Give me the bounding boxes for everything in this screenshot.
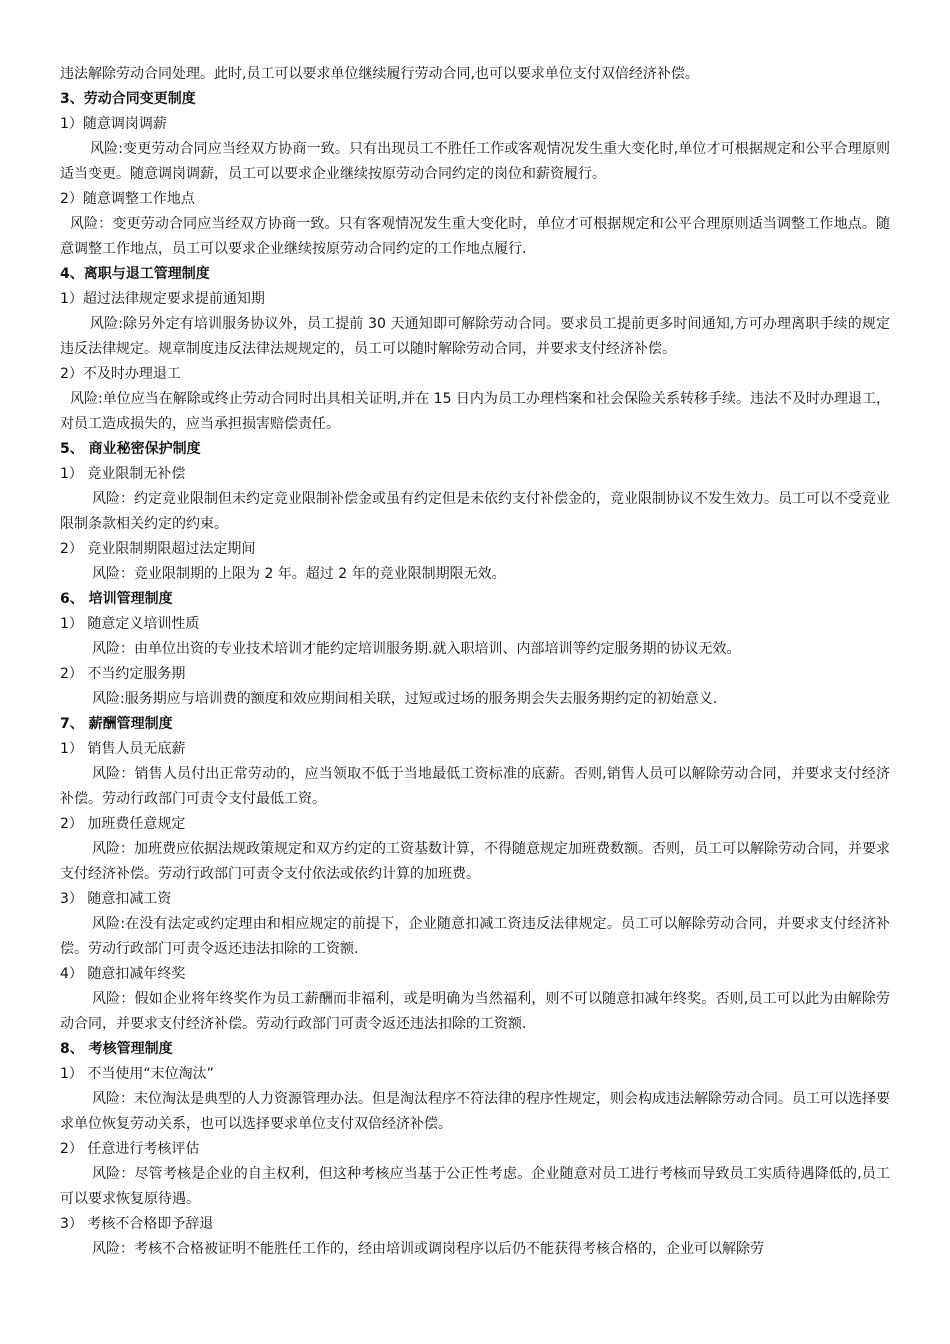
risk-paragraph: 风险:在没有法定或约定理由和相应规定的前提下，企业随意扣减工资违反法律规定。员工可以解除劳动合同，并要求支付经济补偿。劳动行政部门可责令返还违法扣除的工资额. xyxy=(60,916,890,957)
risk-paragraph: 风险:单位应当在解除或终止劳动合同时出具相关证明,并在 15 日内为员工办理档案和社会保险关系转移手续。违法不及时办理退工，对员工造成损失的，应当承担损害赔偿责任。 xyxy=(60,391,890,432)
section-heading: 7、 薪酬管理制度 xyxy=(60,716,173,732)
risk-paragraph: 风险：假如企业将年终奖作为员工薪酬而非福利，或是明确为当然福利，则不可以随意扣减年终奖。否则,员工可以此为由解除劳动合同，并要求支付经济补偿。劳动行政部门可责令返还违法扣除的工资额. xyxy=(60,991,890,1032)
list-item: 2） 不当约定服务期 xyxy=(60,666,186,682)
list-item: 2） 加班费任意规定 xyxy=(60,816,186,832)
list-item: 1） 竞业限制无补偿 xyxy=(60,466,186,482)
section-heading: 5、 商业秘密保护制度 xyxy=(60,441,201,457)
list-item: 3） 随意扣减工资 xyxy=(60,891,172,907)
section-heading: 4、离职与退工管理制度 xyxy=(60,266,210,282)
section-heading: 8、 考核管理制度 xyxy=(60,1041,173,1057)
document-body xyxy=(60,62,890,1262)
list-item: 2） 任意进行考核评估 xyxy=(60,1141,200,1157)
risk-paragraph: 风险：考核不合格被证明不能胜任工作的，经由培训或调岗程序以后仍不能获得考核合格的，企业可以解除劳 xyxy=(92,1241,764,1257)
risk-paragraph: 风险：末位淘汰是典型的人力资源管理办法。但是淘汰程序不符法律的程序性规定，则会构成违法解除劳动合同。员工可以选择要求单位恢复劳动关系，也可以选择要求单位支付双倍经济补偿。 xyxy=(60,1091,890,1132)
risk-paragraph: 风险:变更劳动合同应当经双方协商一致。只有出现员工不胜任工作或客观情况发生重大变化时,单位才可根据规定和公平合理原则适当变更。随意调岗调薪，员工可以要求企业继续按原劳动合同约定的岗位和薪资履行。 xyxy=(60,141,890,182)
section-heading: 3、劳动合同变更制度 xyxy=(60,91,196,107)
list-item: 1） 随意定义培训性质 xyxy=(60,616,200,632)
list-item: 3） 考核不合格即予辞退 xyxy=(60,1216,214,1232)
risk-paragraph: 风险:服务期应与培训费的额度和效应期间相关联，过短或过场的服务期会失去服务期约定的初始意义. xyxy=(92,691,718,707)
section-heading: 6、 培训管理制度 xyxy=(60,591,173,607)
risk-paragraph: 风险：尽管考核是企业的自主权利，但这种考核应当基于公正性考虑。企业随意对员工进行考核而导致员工实质待遇降低的,员工可以要求恢复原待遇。 xyxy=(60,1166,890,1207)
risk-paragraph: 风险：竞业限制期的上限为 2 年。超过 2 年的竞业限制期限无效。 xyxy=(92,566,506,582)
paragraph: 违法解除劳动合同处理。此时,员工可以要求单位继续履行劳动合同,也可以要求单位支付双倍经济补偿。 xyxy=(60,66,699,82)
list-item: 2）随意调整工作地点 xyxy=(60,191,195,207)
risk-paragraph: 风险:除另外定有培训服务协议外，员工提前 30 天通知即可解除劳动合同。要求员工提前更多时间通知,方可办理离职手续的规定违反法律规定。规章制度违反法律法规规定的，员工可以随时解除劳动合同，并要求支付经济补偿。 xyxy=(60,316,890,357)
risk-paragraph: 风险：变更劳动合同应当经双方协商一致。只有客观情况发生重大变化时，单位才可根据规定和公平合理原则适当调整工作地点。随意调整工作地点，员工可以要求企业继续按原劳动合同约定的工作地点履行. xyxy=(60,216,890,257)
list-item: 2） 竞业限制期限超过法定期间 xyxy=(60,541,256,557)
list-item: 1）随意调岗调薪 xyxy=(60,116,167,132)
risk-paragraph: 风险：约定竞业限制但未约定竞业限制补偿金或虽有约定但是未依约支付补偿金的，竞业限制协议不发生效力。员工可以不受竞业限制条款相关约定的约束。 xyxy=(60,491,890,532)
risk-paragraph: 风险：销售人员付出正常劳动的，应当领取不低于当地最低工资标准的底薪。否则,销售人员可以解除劳动合同，并要求支付经济补偿。劳动行政部门可责令支付最低工资。 xyxy=(60,766,890,807)
list-item: 2）不及时办理退工 xyxy=(60,366,181,382)
risk-paragraph: 风险：加班费应依据法规政策规定和双方约定的工资基数计算，不得随意规定加班费数额。否则，员工可以解除劳动合同，并要求支付经济补偿。劳动行政部门可责令支付依法或依约计算的加班费。 xyxy=(60,841,890,882)
risk-paragraph: 风险：由单位出资的专业技术培训才能约定培训服务期.就入职培训、内部培训等约定服务期的协议无效。 xyxy=(92,641,741,657)
list-item: 1） 不当使用“末位淘汰” xyxy=(60,1066,214,1082)
list-item: 4） 随意扣减年终奖 xyxy=(60,966,186,982)
list-item: 1）超过法律规定要求提前通知期 xyxy=(60,291,265,307)
list-item: 1） 销售人员无底薪 xyxy=(60,741,186,757)
